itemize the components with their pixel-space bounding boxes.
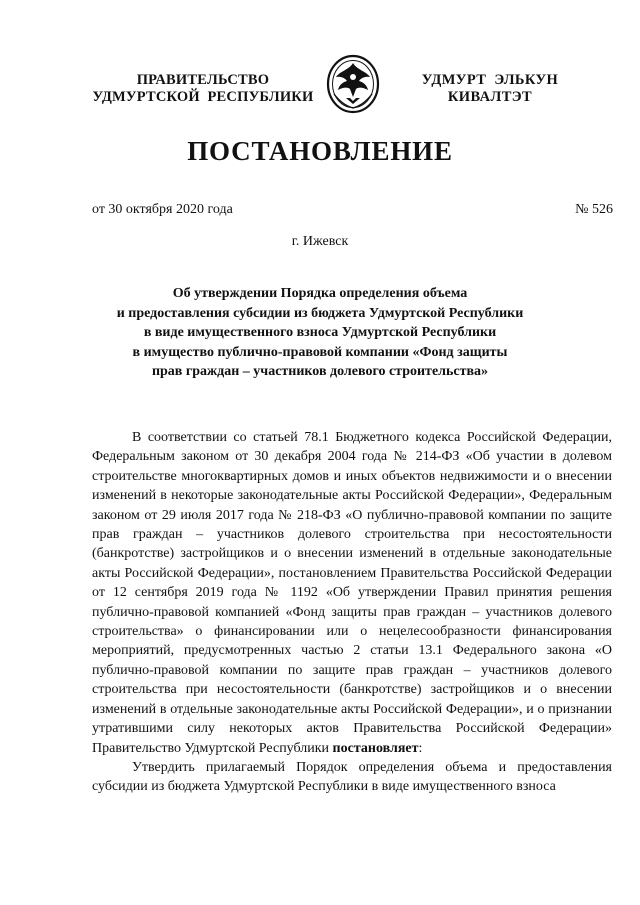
government-name-udmurt-line-2: КИВАЛТЭТ [447, 89, 533, 105]
title-line: и предоставления субсидии из бюджета Удмуртской Республики [116, 305, 524, 321]
title-line: в виде имущественного взноса Удмуртской Республики [143, 325, 497, 340]
paragraph-1-end: : [418, 740, 423, 756]
document-date: от 30 октября 2020 года [92, 202, 233, 217]
government-name-udmurt-line-1: УДМУРТ ЭЛЬКУН [421, 72, 559, 88]
title-line: в имущество публично-правовой компании «Фонд защиты [132, 344, 508, 360]
government-name-line-1: ПРАВИТЕЛЬСТВО [136, 72, 270, 88]
government-name-russian [88, 72, 318, 106]
paragraph-1-text: В соответствии со статьей 78.1 Бюджетного кодекса Российской Федерации, Федеральным законом от 30 декабря 2004 года № 214-ФЗ «Об участии в долевом строительстве многоквартирных домов и иных объектов недвижимости и о внесении изменений в некоторые законодательные акты Российской Федерации», Федеральным законом от 29 июля 2017 года № 218-ФЗ «О публично-правовой компании по защите прав граждан – участников долевого строительства при несостоятельности (банкротстве) застройщиков и о внесении изменений в отдельные законодательные акты Российской Федерации», постановлением Правительства Российской Федерации от 12 сентября 2019 года № 1192 «Об утверждении Правил принятия решения публично-правовой компанией «Фонд защиты прав граждан – участников долевого строительства» о финансировании или о нецелесообразности финансирования мероприятий, предусмотренных частью 2 статьи 13.1 Федерального закона «О публично-правовой компании по защите прав граждан – участников долевого строительства при несостоятельности (банкротстве) застройщиков и о внесении изменений в отдельные законодательные акты Российской Федерации», и о признании утратившими силу некоторых актов Правительства Российской Федерации» Правительство Удмуртской Республики [92, 430, 612, 756]
udmurt-coat-of-arms-icon [326, 54, 380, 114]
body-paragraph-1 [92, 428, 612, 758]
government-name-line-2: УДМУРТСКОЙ РЕСПУБЛИКИ [92, 89, 314, 105]
document-body [92, 428, 612, 797]
document-title [90, 284, 550, 382]
document-city: г. Ижевск [291, 234, 349, 249]
document-type-heading: ПОСТАНОВЛЕНИЕ [187, 136, 453, 166]
government-name-udmurt [410, 72, 570, 106]
title-line: прав граждан – участников долевого строительства» [151, 364, 489, 379]
document-number: № 526 [575, 202, 613, 217]
resolution-verb: постановляет [332, 740, 419, 756]
body-paragraph-2: Утвердить прилагаемый Порядок определения объема и предоставления субсидии из бюджета Удмуртской Республики в виде имущественного взноса [92, 759, 612, 795]
title-line: Об утверждении Порядка определения объема [172, 286, 468, 301]
